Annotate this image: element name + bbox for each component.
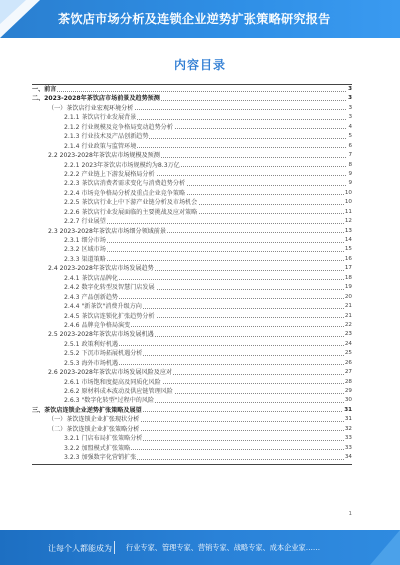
toc-entry-page: 12 (344, 217, 352, 226)
table-of-contents (32, 85, 352, 463)
toc-entry-label: 2.2.7 行业展望 (64, 218, 106, 226)
toc-entry-page: 29 (344, 387, 352, 396)
toc-entry[interactable] (32, 85, 352, 94)
toc-entry-page: 3 (347, 104, 352, 113)
toc-entry-page: 22 (344, 321, 352, 330)
toc-entry-label: 2.2.3 茶饮店消费者需求变化与消费趋势分析 (64, 180, 186, 188)
toc-heading: 内容目录 (173, 58, 226, 72)
toc-entry[interactable] (32, 415, 352, 424)
toc-entry-label: 二、2023-2028年茶饮店市场前景及趋势预测 (32, 95, 160, 103)
toc-entry[interactable] (32, 453, 352, 462)
toc-entry-page: 3 (347, 113, 352, 122)
toc-entry[interactable] (32, 283, 352, 292)
toc-entry-label: 2.5 2023-2028年茶饮店市场发展机遇 (48, 331, 154, 339)
toc-entry-page: 20 (344, 293, 352, 302)
footer-slogan-right: 行业专家、管理专家、营销专家、战略专家、成本企业家…… (126, 543, 321, 552)
toc-entry-page: 18 (344, 274, 352, 283)
toc-entry[interactable] (32, 142, 352, 151)
toc-entry-page: 33 (344, 444, 352, 453)
toc-entry-label: 2.2 2023-2028年茶饮店市场规模及预测 (48, 152, 160, 160)
toc-entry-label: 2.4.5 茶饮店连锁化扩张趋势分析 (64, 312, 155, 320)
page-footer-banner (0, 530, 400, 565)
toc-entry[interactable] (32, 321, 352, 330)
page-header-banner (0, 0, 400, 38)
toc-entry-page: 10 (344, 189, 352, 198)
toc-entry[interactable] (32, 444, 352, 453)
toc-entry[interactable] (32, 425, 352, 434)
toc-entry-page: 3 (347, 94, 352, 103)
toc-entry-page: 6 (347, 142, 352, 151)
toc-entry-label: 2.4.3 产品创新趋势 (64, 293, 119, 301)
toc-entry-page: 4 (347, 123, 352, 132)
toc-entry[interactable] (32, 264, 352, 273)
toc-entry[interactable] (32, 312, 352, 321)
toc-entry-label: 2.1.1 茶饮店行业发展背景 (64, 114, 137, 122)
footer-divider (114, 541, 115, 554)
toc-entry-label: 2.3.2 区域市场 (64, 246, 106, 254)
page-number: 1 (348, 511, 352, 517)
toc-entry-page: 9 (347, 179, 352, 188)
toc-entry-label: 一、前言 (32, 86, 57, 93)
toc-entry-page: 31 (343, 406, 352, 415)
toc-entry[interactable] (32, 227, 352, 236)
toc-entry-label: 2.4.2 数字化转型及智慧门店发展 (64, 284, 155, 292)
toc-entry[interactable] (32, 245, 352, 254)
toc-entry[interactable] (32, 302, 352, 311)
toc-entry-label: 2.2.2 产业链上下游发展格局分析 (64, 170, 155, 178)
toc-entry-page: 32 (344, 425, 352, 434)
toc-entry[interactable] (32, 198, 352, 207)
toc-entry-label: 2.6 2023-2028年茶饮店市场发展风险及应对 (48, 369, 173, 377)
toc-entry-label: 2.4.4 "新茶饮"消费升级方向 (64, 303, 142, 311)
toc-entry-page: 5 (347, 132, 352, 141)
toc-entry[interactable] (32, 170, 352, 179)
toc-entry-page: 9 (347, 170, 352, 179)
toc-entry-label: 三、茶饮店连锁企业逆势扩张策略及展望 (32, 406, 142, 414)
toc-entry-label: 2.6.3 "数字化转型"过程中的风险 (64, 397, 155, 405)
toc-entry-label: （一）茶饮店行业宏观环境分析 (48, 104, 134, 112)
toc-entry-label: 2.5.3 海外市场机遇 (64, 359, 119, 367)
toc-entry-label: 2.3 2023-2028年茶饮店市场细分领域前景 (48, 227, 166, 235)
report-title: 茶饮店市场分析及连锁企业逆势扩张策略研究报告 (58, 12, 331, 26)
toc-entry-label: 3.2.1 门店布局扩张策略分析 (64, 435, 143, 443)
toc-entry-label: 2.5.1 政策利好机遇 (64, 340, 119, 348)
toc-entry[interactable] (32, 406, 352, 415)
toc-entry-label: 2.5.2 下沉市场拓展机遇分析 (64, 350, 143, 358)
toc-entry-page: 15 (344, 245, 352, 254)
toc-entry-label: 2.6.1 市场饱和度提高及同质化风险 (64, 378, 161, 386)
toc-entry[interactable] (32, 293, 352, 302)
toc-entry-page: 11 (344, 208, 352, 217)
toc-entry-page: 27 (344, 368, 352, 377)
toc-entry[interactable] (32, 255, 352, 264)
toc-entry[interactable] (32, 236, 352, 245)
toc-entry-label: 2.1.2 行业规模及竞争格局变动趋势分析 (64, 123, 173, 131)
toc-entry-label: 2.2.5 茶饮店行业上中下游产业链分析及市场机会 (64, 199, 198, 207)
toc-entry[interactable] (32, 123, 352, 132)
toc-entry-label: 2.3.1 细分市场 (64, 237, 106, 244)
toc-entry-page: 3 (347, 85, 352, 94)
toc-entry-label: 2.1.4 行业政策与监管环境 (64, 142, 137, 150)
toc-entry-page: 31 (344, 415, 352, 424)
toc-entry[interactable] (32, 368, 352, 377)
toc-entry-label: 2.1.3 行业技术及产品创新趋势 (64, 133, 149, 141)
toc-entry-page: 14 (344, 236, 352, 245)
toc-entry[interactable] (32, 189, 352, 198)
footer-decoration (370, 530, 400, 565)
toc-entry-page: 19 (344, 283, 352, 292)
toc-entry-page: 23 (344, 330, 352, 339)
toc-entry-label: （二）茶饮连锁企业扩张策略分析 (48, 425, 140, 433)
toc-entry-page: 26 (344, 359, 352, 368)
toc-entry-label: 2.3.3 渠道策略 (64, 255, 106, 263)
toc-entry[interactable] (32, 208, 352, 217)
toc-entry-page: 34 (344, 453, 352, 462)
toc-entry[interactable] (32, 217, 352, 226)
toc-entry-label: 2.6.2 原材料成本波动及供应链管理风险 (64, 388, 173, 395)
toc-entry[interactable] (32, 113, 352, 122)
toc-entry-label: 2.2.1 2023年茶饮店市场规模约为8.3万亿 (64, 161, 180, 169)
toc-entry[interactable] (32, 274, 352, 283)
toc-entry-label: （一）茶饮连锁企业扩张现状分析 (48, 416, 140, 424)
toc-entry-label: 2.4.1 茶饮店品牌化 (64, 274, 119, 282)
toc-entry[interactable] (32, 161, 352, 170)
toc-entry-page: 10 (344, 198, 352, 207)
toc-entry-page: 30 (344, 396, 352, 405)
toc-entry[interactable] (32, 132, 352, 141)
toc-entry-page: 28 (344, 378, 352, 387)
toc-entry-page: 17 (344, 264, 352, 273)
toc-entry[interactable] (32, 396, 352, 405)
toc-entry-label: 3.2.2 加盟模式扩张策略 (64, 444, 131, 452)
toc-entry-label: 2.4.6 品牌竞争格局演变 (64, 321, 131, 329)
toc-entry[interactable] (32, 378, 352, 387)
toc-leader-dots (32, 91, 346, 92)
toc-entry[interactable] (32, 434, 352, 443)
toc-entry-label: 3.2.3 加强数字化营销扩张 (64, 454, 137, 462)
toc-entry[interactable] (32, 387, 352, 396)
footer-slogan-left: 让每个人都能成为 (48, 544, 112, 553)
toc-entry[interactable] (32, 179, 352, 188)
toc-entry-page: 24 (344, 340, 352, 349)
toc-entry-label: 2.2.4 市场竞争格局分析及重点企业竞争策略 (64, 189, 186, 197)
toc-entry-page: 7 (347, 151, 352, 160)
toc-entry-page: 8 (347, 161, 352, 170)
toc-entry-page: 33 (344, 434, 352, 443)
toc-entry[interactable] (32, 330, 352, 339)
toc-entry[interactable] (32, 151, 352, 160)
toc-entry-page: 25 (344, 349, 352, 358)
header-decoration-inner (0, 0, 26, 24)
toc-entry-page: 13 (344, 227, 352, 236)
toc-entry-label: 2.4 2023-2028年茶饮店市场发展趋势 (48, 265, 154, 273)
toc-entry-page: 21 (344, 302, 352, 311)
toc-entry[interactable] (32, 94, 352, 103)
toc-entry-page: 16 (344, 255, 352, 264)
toc-entry[interactable] (32, 359, 352, 368)
toc-entry-label: 2.2.6 茶饮店行业发展面临的主要挑战及应对策略 (64, 208, 198, 216)
toc-entry[interactable] (32, 340, 352, 349)
toc-entry[interactable] (32, 349, 352, 358)
toc-bottom-rule (32, 464, 352, 465)
toc-entry[interactable] (32, 104, 352, 113)
toc-entry-page: 21 (344, 312, 352, 321)
